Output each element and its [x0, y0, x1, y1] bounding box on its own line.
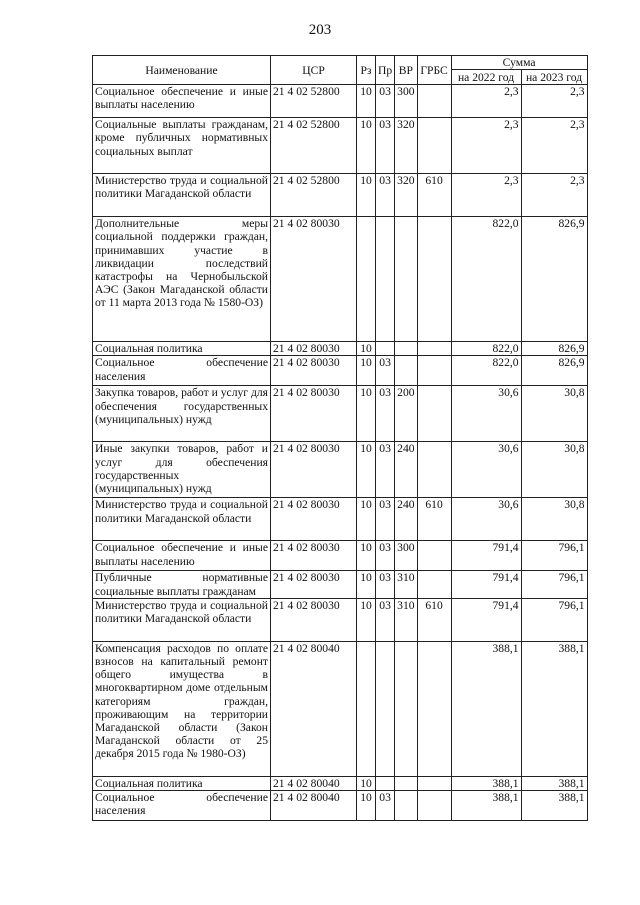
row-vr	[395, 217, 417, 342]
row-vr: 310	[395, 598, 417, 641]
row-name: Закупка товаров, работ и услуг для обеспечения государственных (муниципальных) нужд	[93, 386, 271, 442]
page-number: 203	[308, 22, 332, 38]
row-sum-2022: 2,3	[451, 174, 521, 217]
row-rz: 10	[357, 791, 376, 821]
row-grbs	[417, 541, 451, 571]
row-pr: 03	[376, 571, 395, 598]
table-row	[93, 571, 588, 598]
row-vr	[395, 641, 417, 776]
table-row	[93, 85, 588, 118]
row-rz: 10	[357, 356, 376, 386]
row-grbs	[417, 85, 451, 118]
row-sum-2022: 30,6	[451, 442, 521, 498]
row-sum-2023: 30,8	[521, 442, 587, 498]
row-grbs	[417, 356, 451, 386]
table-row	[93, 776, 588, 790]
header-csr: ЦСР	[271, 56, 357, 85]
row-grbs: 610	[417, 174, 451, 217]
row-rz	[357, 641, 376, 776]
row-sum-2023: 388,1	[521, 776, 587, 790]
row-rz: 10	[357, 776, 376, 790]
row-name: Социальное обеспечение населения	[93, 356, 271, 386]
table-row	[93, 541, 588, 571]
table-row	[93, 342, 588, 356]
row-pr	[376, 217, 395, 342]
table-row	[93, 791, 588, 821]
row-vr	[395, 356, 417, 386]
row-pr	[376, 776, 395, 790]
row-csr: 21 4 02 80030	[271, 356, 357, 386]
row-vr: 310	[395, 571, 417, 598]
row-csr: 21 4 02 52800	[271, 174, 357, 217]
row-pr: 03	[376, 791, 395, 821]
row-pr	[376, 342, 395, 356]
row-pr: 03	[376, 85, 395, 118]
row-rz: 10	[357, 498, 376, 541]
row-vr: 320	[395, 174, 417, 217]
row-sum-2022: 2,3	[451, 85, 521, 118]
row-rz: 10	[357, 174, 376, 217]
table-row	[93, 174, 588, 217]
row-sum-2022: 822,0	[451, 217, 521, 342]
table-row	[93, 498, 588, 541]
row-csr: 21 4 02 80030	[271, 571, 357, 598]
row-pr	[376, 641, 395, 776]
row-grbs	[417, 571, 451, 598]
row-sum-2023: 2,3	[521, 174, 587, 217]
row-sum-2022: 2,3	[451, 118, 521, 174]
row-grbs	[417, 118, 451, 174]
row-sum-2023: 826,9	[521, 342, 587, 356]
row-csr: 21 4 02 80040	[271, 776, 357, 790]
row-sum-2023: 2,3	[521, 118, 587, 174]
row-rz: 10	[357, 386, 376, 442]
row-rz: 10	[357, 118, 376, 174]
row-name: Социальное обеспечение и иные выплаты населению	[93, 85, 271, 118]
row-sum-2022: 388,1	[451, 641, 521, 776]
row-vr: 300	[395, 541, 417, 571]
row-name: Социальные выплаты гражданам, кроме публичных нормативных социальных выплат	[93, 118, 271, 174]
table-row	[93, 641, 588, 776]
row-grbs	[417, 386, 451, 442]
row-rz: 10	[357, 541, 376, 571]
header-rz: Рз	[357, 56, 376, 85]
header-sum: Сумма	[451, 56, 587, 70]
row-rz: 10	[357, 85, 376, 118]
table-row	[93, 217, 588, 342]
row-name: Социальное обеспечение и иные выплаты населению	[93, 541, 271, 571]
row-sum-2022: 791,4	[451, 598, 521, 641]
header-grbs: ГРБС	[417, 56, 451, 85]
row-rz: 10	[357, 571, 376, 598]
row-grbs	[417, 342, 451, 356]
row-grbs	[417, 776, 451, 790]
row-grbs: 610	[417, 598, 451, 641]
row-csr: 21 4 02 80030	[271, 498, 357, 541]
header-name: Наименование	[93, 56, 271, 85]
table-row	[93, 356, 588, 386]
row-pr: 03	[376, 174, 395, 217]
row-sum-2023: 826,9	[521, 356, 587, 386]
row-sum-2023: 2,3	[521, 85, 587, 118]
row-sum-2023: 388,1	[521, 791, 587, 821]
row-pr: 03	[376, 442, 395, 498]
row-sum-2022: 30,6	[451, 386, 521, 442]
row-rz: 10	[357, 442, 376, 498]
row-name: Компенсация расходов по оплате взносов на капитальный ремонт общего имущества в многоквартирном доме отдельным категориям граждан, проживающим на территории Магаданской области (Закон Магаданской области от 25 декабря 2015 года № 1980-ОЗ)	[93, 641, 271, 776]
budget-table	[92, 55, 588, 821]
row-csr: 21 4 02 52800	[271, 85, 357, 118]
row-sum-2022: 791,4	[451, 541, 521, 571]
row-csr: 21 4 02 80030	[271, 342, 357, 356]
row-pr: 03	[376, 498, 395, 541]
row-csr: 21 4 02 80030	[271, 541, 357, 571]
row-name: Публичные нормативные социальные выплаты гражданам	[93, 571, 271, 598]
row-sum-2023: 796,1	[521, 598, 587, 641]
row-grbs	[417, 641, 451, 776]
row-csr: 21 4 02 80030	[271, 598, 357, 641]
row-vr: 200	[395, 386, 417, 442]
row-grbs	[417, 791, 451, 821]
row-name: Иные закупки товаров, работ и услуг для обеспечения государственных (муниципальных) нужд	[93, 442, 271, 498]
row-sum-2023: 388,1	[521, 641, 587, 776]
header-vr: ВР	[395, 56, 417, 85]
row-csr: 21 4 02 80040	[271, 791, 357, 821]
row-pr: 03	[376, 118, 395, 174]
row-grbs	[417, 442, 451, 498]
row-rz: 10	[357, 598, 376, 641]
row-vr: 300	[395, 85, 417, 118]
row-sum-2022: 791,4	[451, 571, 521, 598]
table-row	[93, 386, 588, 442]
row-pr: 03	[376, 386, 395, 442]
table-row	[93, 118, 588, 174]
row-rz	[357, 217, 376, 342]
row-pr: 03	[376, 598, 395, 641]
row-name: Министерство труда и социальной политики Магаданской области	[93, 498, 271, 541]
row-csr: 21 4 02 80030	[271, 442, 357, 498]
row-sum-2023: 796,1	[521, 571, 587, 598]
row-csr: 21 4 02 52800	[271, 118, 357, 174]
row-name: Министерство труда и социальной политики Магаданской области	[93, 598, 271, 641]
row-grbs: 610	[417, 498, 451, 541]
row-vr	[395, 342, 417, 356]
row-sum-2023: 796,1	[521, 541, 587, 571]
row-name: Министерство труда и социальной политики Магаданской области	[93, 174, 271, 217]
row-pr: 03	[376, 356, 395, 386]
header-year-2023: на 2023 год	[521, 70, 587, 85]
header-year-2022: на 2022 год	[451, 70, 521, 85]
row-rz: 10	[357, 342, 376, 356]
row-sum-2023: 30,8	[521, 386, 587, 442]
row-vr: 240	[395, 498, 417, 541]
row-pr: 03	[376, 541, 395, 571]
row-vr: 240	[395, 442, 417, 498]
row-sum-2023: 30,8	[521, 498, 587, 541]
row-name: Дополнительные меры социальной поддержки граждан, принимавших участие в ликвидации последствий катастрофы на Чернобыльской АЭС (Закон Магаданской области от 11 марта 2013 года № 1580-ОЗ)	[93, 217, 271, 342]
row-name: Социальная политика	[93, 776, 271, 790]
table-row	[93, 442, 588, 498]
row-sum-2023: 826,9	[521, 217, 587, 342]
row-vr	[395, 776, 417, 790]
row-csr: 21 4 02 80030	[271, 386, 357, 442]
row-vr	[395, 791, 417, 821]
row-sum-2022: 388,1	[451, 776, 521, 790]
row-csr: 21 4 02 80030	[271, 217, 357, 342]
table-row	[93, 598, 588, 641]
row-sum-2022: 30,6	[451, 498, 521, 541]
row-csr: 21 4 02 80040	[271, 641, 357, 776]
row-name: Социальная политика	[93, 342, 271, 356]
header-pr: Пр	[376, 56, 395, 85]
row-sum-2022: 822,0	[451, 356, 521, 386]
row-name: Социальное обеспечение населения	[93, 791, 271, 821]
row-grbs	[417, 217, 451, 342]
row-sum-2022: 822,0	[451, 342, 521, 356]
row-sum-2022: 388,1	[451, 791, 521, 821]
row-vr: 320	[395, 118, 417, 174]
